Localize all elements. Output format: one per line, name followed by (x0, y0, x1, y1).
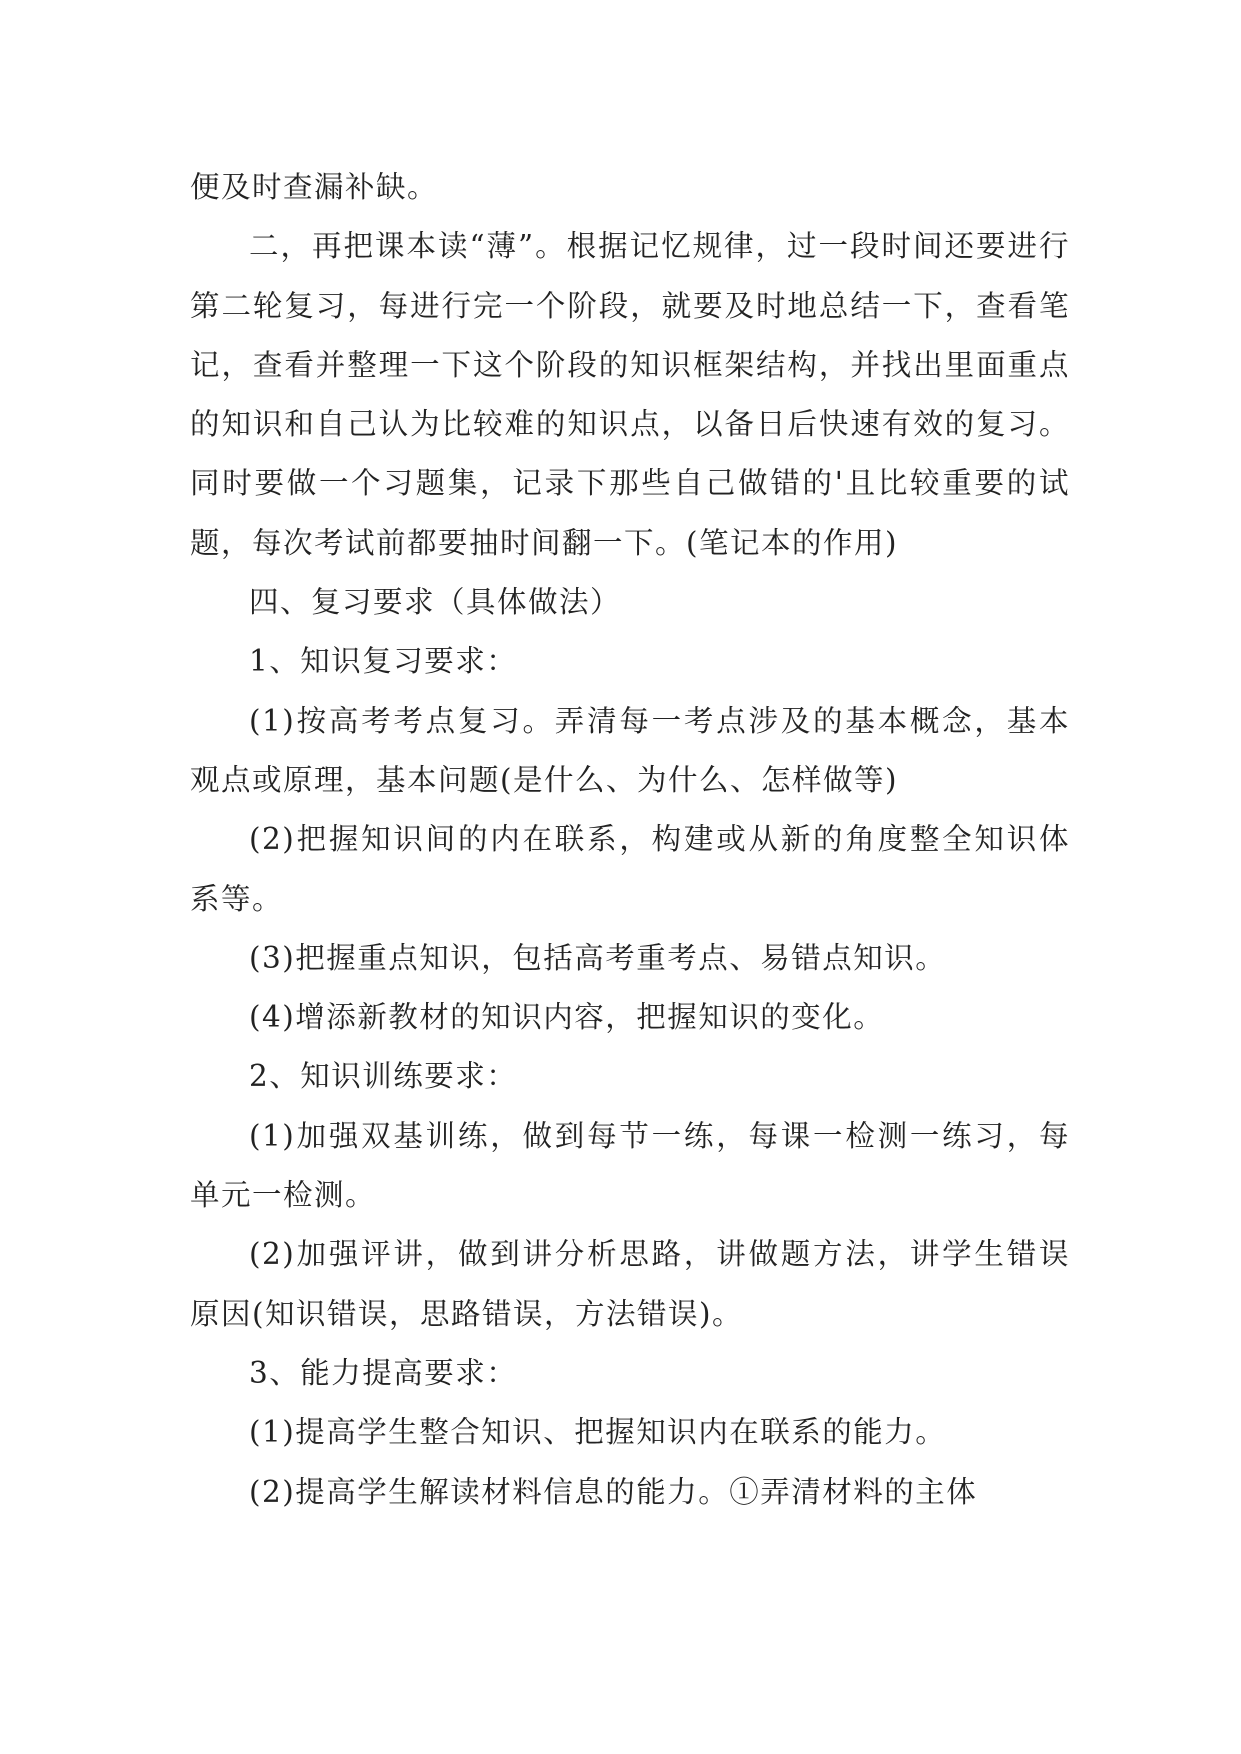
subheading-knowledge-review: 1、知识复习要求： (249, 644, 518, 679)
list-item: (1)提高学生整合知识、把握知识内在联系的能力。 (249, 1415, 947, 1450)
subheading-ability-improvement: 3、能力提高要求： (249, 1355, 518, 1390)
list-item: (2)加强评讲，做到讲分析思路，讲做题方法，讲学生错误原因(知识错误，思路错误，方法错误)。 (190, 1237, 1070, 1331)
subheading-knowledge-training: 2、知识训练要求： (249, 1059, 518, 1094)
list-item: (2)把握知识间的内在联系，构建或从新的角度整全知识体系等。 (190, 822, 1070, 916)
paragraph-review-method-2: 二，再把课本读“薄”。根据记忆规律，过一段时间还要进行第二轮复习，每进行完一个阶段，就要及时地总结一下，查看笔记，查看并整理一下这个阶段的知识框架结构，并找出里面重点的知识和自己认为比较难的知识点，以备日后快速有效的复习。同时要做一个习题集，记录下那些自己做错的'且比较重要的试题，每次考试前都要抽时间翻一下。(笔记本的作用) (190, 229, 1070, 560)
list-item: (1)按高考考点复习。弄清每一考点涉及的基本概念，基本观点或原理，基本问题(是什么、为什么、怎样做等) (190, 703, 1070, 797)
paragraph-continuation: 便及时查漏补缺。 (190, 170, 439, 204)
section-heading-requirements: 四、复习要求（具体做法） (249, 585, 622, 620)
list-item: (3)把握重点知识，包括高考重考点、易错点知识。 (249, 940, 947, 975)
document-body (190, 158, 1070, 1522)
list-item: (2)提高学生解读材料信息的能力。①弄清材料的主体 (249, 1474, 978, 1509)
list-item: (1)加强双基训练，做到每节一练，每课一检测一练习，每单元一检测。 (190, 1118, 1070, 1213)
list-item: (4)增添新教材的知识内容，把握知识的变化。 (249, 1000, 885, 1035)
